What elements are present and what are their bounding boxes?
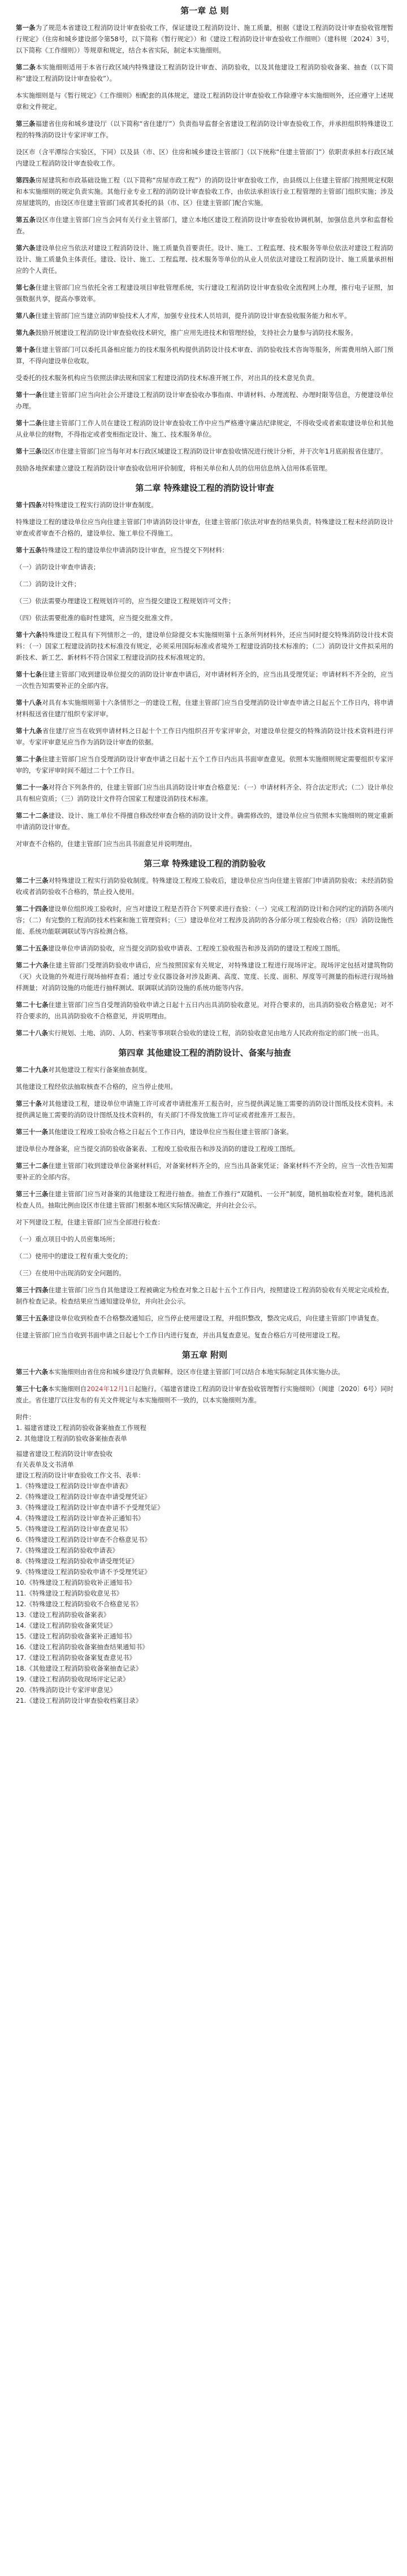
form-list-item: 19.《建设工程消防验收现场评定记录》 [16, 1675, 129, 1683]
article-paragraph [16, 669, 393, 691]
form-list-item: 6.《特殊建设工程消防设计审查不合格意见书》 [16, 1536, 151, 1544]
article-paragraph [16, 90, 393, 112]
article-text: 建设单位办理备案，应当提交消防验收备案表、工程竣工验收报告和涉及消防的建设工程竣工图纸。 [16, 1145, 300, 1153]
form-list-item: 8.《特殊建设工程消防验收申请受理凭证》 [16, 1557, 138, 1565]
article-paragraph [16, 175, 393, 208]
article-paragraph [16, 1126, 393, 1137]
article-number: 第二十五条 [16, 944, 48, 952]
article-text: 建设单位组织竣工验收时，应当对建设工程是否符合下列要求进行查验：（一）完成工程消防设计和合同约定的消防各项内容；（二）有完整的工程消防技术档案和施工管理资料；（三）建设单位对工程涉及消防的各分部分项工程验收合格；（四）消防设施性能、系统功能联调联试等内容检测合格。 [16, 905, 393, 935]
article-number: 第十七条 [16, 670, 42, 678]
article-number: 第七条 [16, 284, 36, 291]
article-number: 第十八条 [16, 699, 42, 707]
article-number: 第二十九条 [16, 1066, 48, 1074]
article-text: 对符合下列条件的，住建主管部门应当出具消防设计审查合格意见：（一）申请材料齐全、符合法定形式；（二）设计单位具有相应资质；（三）消防设计文件符合国家工程建设消防技术标准。 [16, 783, 393, 803]
article-paragraph [16, 875, 393, 897]
article-text: （一）重点项目中的人员密集场所； [16, 1235, 119, 1243]
article-number: 第十五条 [16, 546, 42, 554]
article-text: 房屋建筑和市政基础设施工程（以下简称“房屋市政工程”）的消防设计审查验收工作，由县级以上住建主管部门按照规定权限和本实施细则的规定负责实施。其他行业专业工程的消防设计审查验收工作，由依法承担该行业工程管理的主管部门组织实施；涉及房屋建筑的，由设区市住建主管部门或者其委托的县（市、区）住建主管部门配合实施。 [16, 176, 393, 207]
form-list-item: 1.《特殊建设工程消防设计审查申请表》 [16, 1482, 132, 1490]
article-paragraph [16, 578, 393, 590]
article-number: 第二十八条 [16, 1029, 48, 1037]
article-paragraph [16, 372, 393, 383]
article-number: 第六条 [16, 244, 36, 252]
article-paragraph [16, 446, 393, 457]
form-list-item: 13.《建设工程消防验收备案表》 [16, 1611, 110, 1619]
form-list-item: 4.《特殊建设工程消防设计审查补正通知书》 [16, 1514, 145, 1522]
article-paragraph [16, 344, 393, 367]
article-text: （三）在使用中出现消防安全问题的。 [16, 1269, 125, 1277]
article-paragraph [16, 22, 393, 56]
article-paragraph [16, 697, 393, 720]
form-list-item: 11.《特殊建设工程消防验收意见书》 [16, 1589, 123, 1597]
article-text: 省住建厅应当在收到申请材料之日起十个工作日内组织召开专家评审会，对建设单位提交的特殊消防设计技术资料进行评审。专家评审意见应当作为消防设计审查的依据。 [16, 727, 393, 746]
article-text: 住建主管部门受理消防验收申请后，应当按照国家有关规定，对特殊建设工程进行现场评定。现场评定包括对建筑物防（灭）火设施的外观进行现场抽样查看；通过专业仪器设备对涉及距离、高度、宽度、长度、面积、厚度等可测量的指标进行现场抽样测量；对消防设施的功能进行抽样测试、联调联试消防设施的系统功能等内容。 [16, 961, 393, 992]
article-text-tail: 起施行。《福建省建设工程消防设计审查验收管理暂行实施细则》（闽建〔2020〕6号）同时废止。省住建厅以往发布的有关文件规定与本实施细则不一致的，以本实施细则为准。 [16, 1385, 393, 1404]
article-paragraph [16, 1233, 393, 1245]
article-text: 住建主管部门应当对备案的其他建设工程进行抽查。抽查工作推行“双随机、一公开”制度，随机抽取检查对象，随机选派检查人员。抽取比例由设区市住建主管部门根据本地区实际情况确定，并向社会公示。 [16, 1190, 393, 1209]
article-number: 第三十五条 [16, 1314, 48, 1322]
article-paragraph [16, 1330, 393, 1341]
article-paragraph [16, 1267, 393, 1279]
article-text: 建设单位申请消防验收，应当提交消防验收申请表、工程竣工验收报告和涉及消防的建设工程竣工图纸。 [47, 944, 344, 952]
article-paragraph [16, 838, 393, 849]
article-number: 第三条 [16, 120, 36, 128]
article-text: 本实施细则是与《暂行规定》《工作细则》相配套的具体规定，建设工程消防设计审查验收工作除遵守本实施细则外，还应遵守上述规章和文件规定。 [16, 91, 393, 111]
article-text: 本实施细则适用于本省行政区域内特殊建设工程消防设计审查、消防验收，以及其他建设工程消防验收备案、抽查（以下简称“建设工程消防设计审查验收”）。 [16, 63, 393, 82]
article-text: 住建主管部门工作人员在建设工程消防设计审查验收工作中应当严格遵守廉洁纪律规定，不得收受或者索取建设单位和其他从业单位的财物，不得指定或者变相指定设计、施工、技术服务单位。 [16, 419, 393, 438]
article-number: 第三十七条 [16, 1385, 48, 1393]
article-text: 住建主管部门应当自受理消防设计审查申请之日起十五个工作日内出具书面审查意见。依照本实施细则规定需要组织专家评审的，专家评审时间不超过二十个工作日。 [16, 755, 393, 774]
article-text: 住建主管部门应当自收到书面申请之日起七个工作日内进行复查，并出具复查意见。复查合格后方可使用建设工程。 [16, 1331, 344, 1339]
article-text: 特殊建设工程的建设单位申请消防设计审查，应当提交下列材料： [41, 546, 228, 554]
article-text: 本实施细则自 [47, 1385, 87, 1393]
article-number: 第三十二条 [16, 1162, 49, 1170]
article-text: 本实施细则由省住房和城乡建设厅负责解释。设区市住建主管部门可以结合本地实际制定具体实施办法。 [47, 1368, 344, 1376]
form-list-item: 10.《特殊建设工程消防验收补正通知书》 [16, 1579, 136, 1586]
article-paragraph [16, 214, 393, 237]
form-list-item: 5.《特殊建设工程消防设计审查意见书》 [16, 1525, 132, 1533]
article-text: 鼓励各地探索建立建设工程消防设计审查验收信用评价制度，将相关单位和人员的信用信息纳入信用体系管理。 [16, 464, 332, 472]
article-paragraph [16, 389, 393, 412]
article-number: 第二十六条 [16, 961, 49, 969]
chapter-title: 第四章 其他建设工程的消防设计、备案与抽查 [118, 1048, 291, 1058]
article-number: 第八条 [16, 312, 36, 320]
article-number: 第二十条 [16, 755, 42, 763]
article-text: 对特殊建设工程实行消防设计审查制度。 [41, 501, 158, 509]
article-text: 建设、设计、施工单位不得擅自修改经审查合格的消防设计文件。确需修改的，建设单位应当依照本实施细则的规定重新申请消防设计审查。 [16, 812, 393, 831]
article-paragraph [16, 146, 393, 169]
article-paragraph [16, 1160, 393, 1183]
chapter-title: 第一章 总 则 [180, 6, 229, 16]
form-list-item: 7.《特殊建设工程消防验收申请表》 [16, 1546, 119, 1554]
article-paragraph [16, 1284, 393, 1307]
chapter-title: 第五章 附则 [181, 1350, 228, 1360]
article-paragraph [16, 595, 393, 607]
article-text: 福建省住房和城乡建设厅（以下简称“省住建厅”）负责指导监督全省建设工程消防设计审查验收工作，并承担组织特殊建设工程的特殊消防设计专家评审工作。 [16, 120, 393, 139]
article-number: 第二条 [16, 63, 36, 71]
article-text: 对其他建设工程实行备案抽查制度。 [47, 1066, 151, 1074]
article-number: 第三十四条 [16, 1286, 49, 1294]
article-number: 第十条 [16, 346, 36, 354]
article-number: 第十四条 [16, 501, 42, 509]
article-text: 建设单位应当依法对建设工程消防设计、施工质量负首要责任。设计、施工、工程监理、技术服务等单位依法对建设工程消防设计、施工质量负主体责任。建设、设计、施工、工程监理、技术服务等单位的从业人员依法对建设工程消防设计、施工质量承担相应的个人责任。 [16, 244, 393, 274]
article-text: （一）消防设计审查申请表； [16, 563, 100, 571]
article-paragraph [16, 810, 393, 832]
article-paragraph [16, 417, 393, 440]
article-paragraph [16, 561, 393, 573]
article-text: 住建主管部门应当建立消防审验技术人才库，加强专业技术人员培训，提升消防设计审查验收服务能力和水平。 [35, 312, 351, 320]
attachment-item: 1. 福建省建设工程消防验收备案抽查工作规程 [16, 1424, 146, 1432]
article-paragraph [16, 516, 393, 539]
article-text: 住建主管部门可以委托具备相应能力的技术服务机构提供消防设计技术审查、消防验收技术咨询等服务，所需费用纳入部门预算，不得向建设单位收取。 [16, 346, 393, 365]
article-text: 住建主管部门收到建设单位提交的消防设计审查申请后，对申请材料齐全的，应当出具受理凭证；申请材料不齐全的，应当一次性告知需要补正的全部内容。 [16, 670, 393, 690]
article-number: 第三十六条 [16, 1368, 48, 1376]
article-number: 第三十一条 [16, 1128, 48, 1136]
article-paragraph [16, 242, 393, 276]
article-paragraph [16, 1098, 393, 1121]
attachment-item: 2. 其他建设工程消防验收备案抽查表单 [16, 1435, 127, 1442]
article-text: （二）使用中的建设工程有重大变化的； [16, 1252, 132, 1260]
article-text: 住建主管部门应当自受理消防验收申请之日起十五日内出具消防验收意见。对符合要求的，出具消防验收合格意见；对不符合要求的，出具消防验收不合格意见，并说明理由。 [16, 1001, 393, 1020]
article-text: 特殊建设工程具有下列情形之一的，建设单位除提交本实施细则第十五条所列材料外，还应当同时提交特殊消防设计技术资料：（一）国家工程建设消防技术标准没有规定，必须采用国际标准或者境外工程建设消防技术标准的；（二）消防设计文件拟采用的新技术、新工艺、新材料不符合国家工程建设消防技术标准规定的。 [16, 631, 393, 661]
article-text: 受委托的技术服务机构应当依照法律法规和国家工程建设消防技术标准开展工作，对出具的技术意见负责。 [16, 374, 319, 382]
article-paragraph [16, 1217, 393, 1228]
article-paragraph [16, 1064, 393, 1075]
article-text: 为了规范本省建设工程消防设计审查验收工作，保证建设工程消防设计、施工质量，根据《建设工程消防设计审查验收管理暂行规定》（住房和城乡建设部令第58号，以下简称《暂行规定》）和《建设工程消防设计审查验收工作细则》（建科规〔2024〕3号，以下简称《工作细则》）等规章和规定，结合本省实际，制定本实施细则。 [16, 24, 393, 54]
article-text: 其他建设工程经依法抽取核查不合格的，应当停止使用。 [16, 1083, 177, 1091]
article-paragraph [16, 118, 393, 141]
article-text: 对其他建设工程，建设单位申请施工许可或者申请批准开工报告时，应当提供满足施工需要的消防设计图纸及技术资料。未提供满足施工需要的消防设计图纸及技术资料的，有关部门不得发放施工许可证或者批准开工报告。 [16, 1100, 393, 1119]
chapter-title: 第二章 特殊建设工程的消防设计审查 [135, 483, 274, 493]
form-list-item: 14.《建设工程消防验收备案凭证》 [16, 1622, 116, 1629]
article-paragraph [16, 62, 393, 84]
form-list-item: 18.《其他建设工程消防验收备案抽查记录》 [16, 1664, 142, 1672]
article-number: 第四条 [16, 176, 36, 184]
article-text: 设区市住建主管部门应当会同有关行业主管部门，建立本地区建设工程消防设计审查验收协调机制，加强信息共享和监督检查。 [16, 216, 393, 235]
article-paragraph [16, 282, 393, 304]
article-text: 对特殊建设工程实行消防验收制度。特殊建设工程竣工验收后，建设单位应当向住建主管部门申请消防验收；未经消防验收或者消防验收不合格的，禁止投入使用。 [16, 877, 393, 896]
article-number: 第十三条 [16, 447, 42, 455]
article-paragraph [16, 1027, 393, 1039]
article-number: 第九条 [16, 329, 36, 337]
article-number: 第十九条 [16, 727, 42, 735]
form-list-item: 20.《特殊消防设计专家评审意见》 [16, 1686, 116, 1694]
article-text: 住建主管部门应当自其他建设工程被确定为检查对象之日起十五个工作日内，按照建设工程消防验收有关规定完成检查，制作检查记录。检查结果应当通知建设单位，并向社会公示。 [16, 1286, 393, 1305]
article-number: 第五条 [16, 216, 36, 224]
article-number: 第一条 [16, 24, 36, 32]
form-list-item: 15.《建设工程消防验收备案补正通知书》 [16, 1632, 136, 1640]
article-paragraph [16, 782, 393, 804]
article-number: 第二十七条 [16, 1001, 49, 1009]
article-text: 对下列建设工程，住建主管部门应当全部进行检查： [16, 1218, 164, 1226]
article-number: 第十一条 [16, 391, 42, 399]
article-paragraph [16, 1188, 393, 1211]
article-paragraph [16, 753, 393, 776]
article-text: 对审查不合格的，住建主管部门应当出具书面意见并说明理由。 [16, 840, 196, 848]
form-list-item: 9.《特殊建设工程消防验收申请不予受理凭证》 [16, 1568, 151, 1576]
article-paragraph [16, 499, 393, 511]
article-text: 住建主管部门收到建设单位备案材料后，对备案材料齐全的，应当出具备案凭证；备案材料不齐全的，应当一次性告知需要补正的全部内容。 [16, 1162, 393, 1181]
article-text: 实行规划、土地、消防、人防、档案等事项联合验收的建设工程，消防验收意见由地方人民政府指定的部门统一出具。 [47, 1029, 383, 1037]
form-list-item: 17.《建设工程消防验收备案复查意见书》 [16, 1654, 136, 1662]
form-list-item: 12.《特殊建设工程消防验收不合格意见书》 [16, 1600, 142, 1608]
article-paragraph [16, 903, 393, 937]
list-sub: 有关表单及文书清单 [16, 1461, 74, 1468]
article-number: 第三十三条 [16, 1190, 49, 1198]
article-text: 设区市住建主管部门应当每年对本行政区域建设工程消防设计审查验收情况进行统计分析，并于次年1月底前报省住建厅。 [41, 447, 387, 455]
article-text: 住建主管部门应当向社会公开建设工程消防设计审查验收办事指南、申请材料、办理流程、办理时限等信息，方便建设单位办理。 [16, 391, 393, 410]
article-paragraph [16, 1250, 393, 1262]
article-paragraph [16, 310, 393, 321]
form-list-item: 2.《特殊建设工程消防设计审查申请受理凭证》 [16, 1493, 151, 1501]
article-paragraph [16, 1081, 393, 1092]
article-paragraph [16, 725, 393, 748]
article-number: 第二十三条 [16, 877, 49, 884]
article-paragraph [16, 629, 393, 663]
article-paragraph [16, 463, 393, 474]
article-paragraph [16, 960, 393, 993]
list-heading: 建设工程消防设计审查验收工作文书、表单： [16, 1471, 145, 1479]
article-paragraph [16, 1313, 393, 1324]
article-paragraph [16, 544, 393, 556]
article-paragraph [16, 1383, 393, 1406]
chapter-title: 第三章 特殊建设工程的消防验收 [144, 858, 266, 869]
article-paragraph [16, 943, 393, 954]
article-text: 建设单位收到检查不合格整改通知后，应当停止使用建设工程，并组织整改，整改完成后，向住建主管部门申请复查。 [47, 1314, 383, 1322]
article-text: 特殊建设工程的建设单位应当向住建主管部门申请消防设计审查，住建主管部门依法对审查的结果负责。特殊建设工程未经消防设计审查或者审查不合格的，建设单位、施工单位不得施工。 [16, 518, 393, 537]
article-number: 第二十一条 [16, 783, 49, 791]
article-text: 鼓励开展建设工程消防设计审查验收技术研究，推广应用先进技术和管理经验，支持社会力量参与消防技术服务。 [35, 329, 357, 337]
article-number: 第三十条 [16, 1100, 42, 1108]
article-number: 第二十二条 [16, 812, 49, 820]
article-paragraph [16, 1143, 393, 1154]
form-list-item: 3.《特殊建设工程消防设计审查申请不予受理凭证》 [16, 1503, 164, 1511]
article-number: 第十二条 [16, 419, 42, 427]
article-paragraph [16, 327, 393, 338]
article-number: 第十六条 [16, 631, 42, 639]
article-text: 其他建设工程竣工验收合格之日起五个工作日内，建设单位应当报住建主管部门备案。 [47, 1128, 293, 1136]
article-paragraph [16, 999, 393, 1022]
article-text: （三）依法需要办理建设工程规划许可的，应当提交建设工程规划许可文件； [16, 597, 235, 605]
article-text: （二）消防设计文件； [16, 580, 80, 588]
article-text: 对具有本实施细则第十六条情形之一的建设工程，住建主管部门应当自受理消防设计审查申请之日起五个工作日内，将申请材料报送省住建厅组织专家评审。 [16, 699, 393, 718]
form-list-item: 16.《建设工程消防验收备案抽查结果通知书》 [16, 1643, 149, 1651]
article-text: （四）依法需要批准的临时性建筑，应当提交批准文件。 [16, 614, 177, 622]
list-intro: 福建省建设工程消防设计审查验收 [16, 1450, 112, 1458]
form-list-item: 21.《建设工程消防设计审查验收档案目录》 [16, 1697, 142, 1705]
effective-date: 2024年12月1日 [86, 1385, 135, 1393]
article-paragraph [16, 1366, 393, 1378]
attachments-label: 附件： [16, 1413, 36, 1421]
article-text: 设区市（含平潭综合实验区，下同）以及县（市、区）住房和城乡建设主管部门（以下统称“住建主管部门”）依职责承担本行政区域内建设工程消防设计审查验收工作。 [16, 148, 393, 167]
article-paragraph [16, 612, 393, 624]
article-number: 第二十四条 [16, 905, 49, 913]
article-text: 住建主管部门应当依托全省工程建设项目审批管理系统，实行建设工程消防设计审查验收全流程网上办理，推行电子证照，加强数据共享，提高办事效率。 [16, 284, 393, 303]
